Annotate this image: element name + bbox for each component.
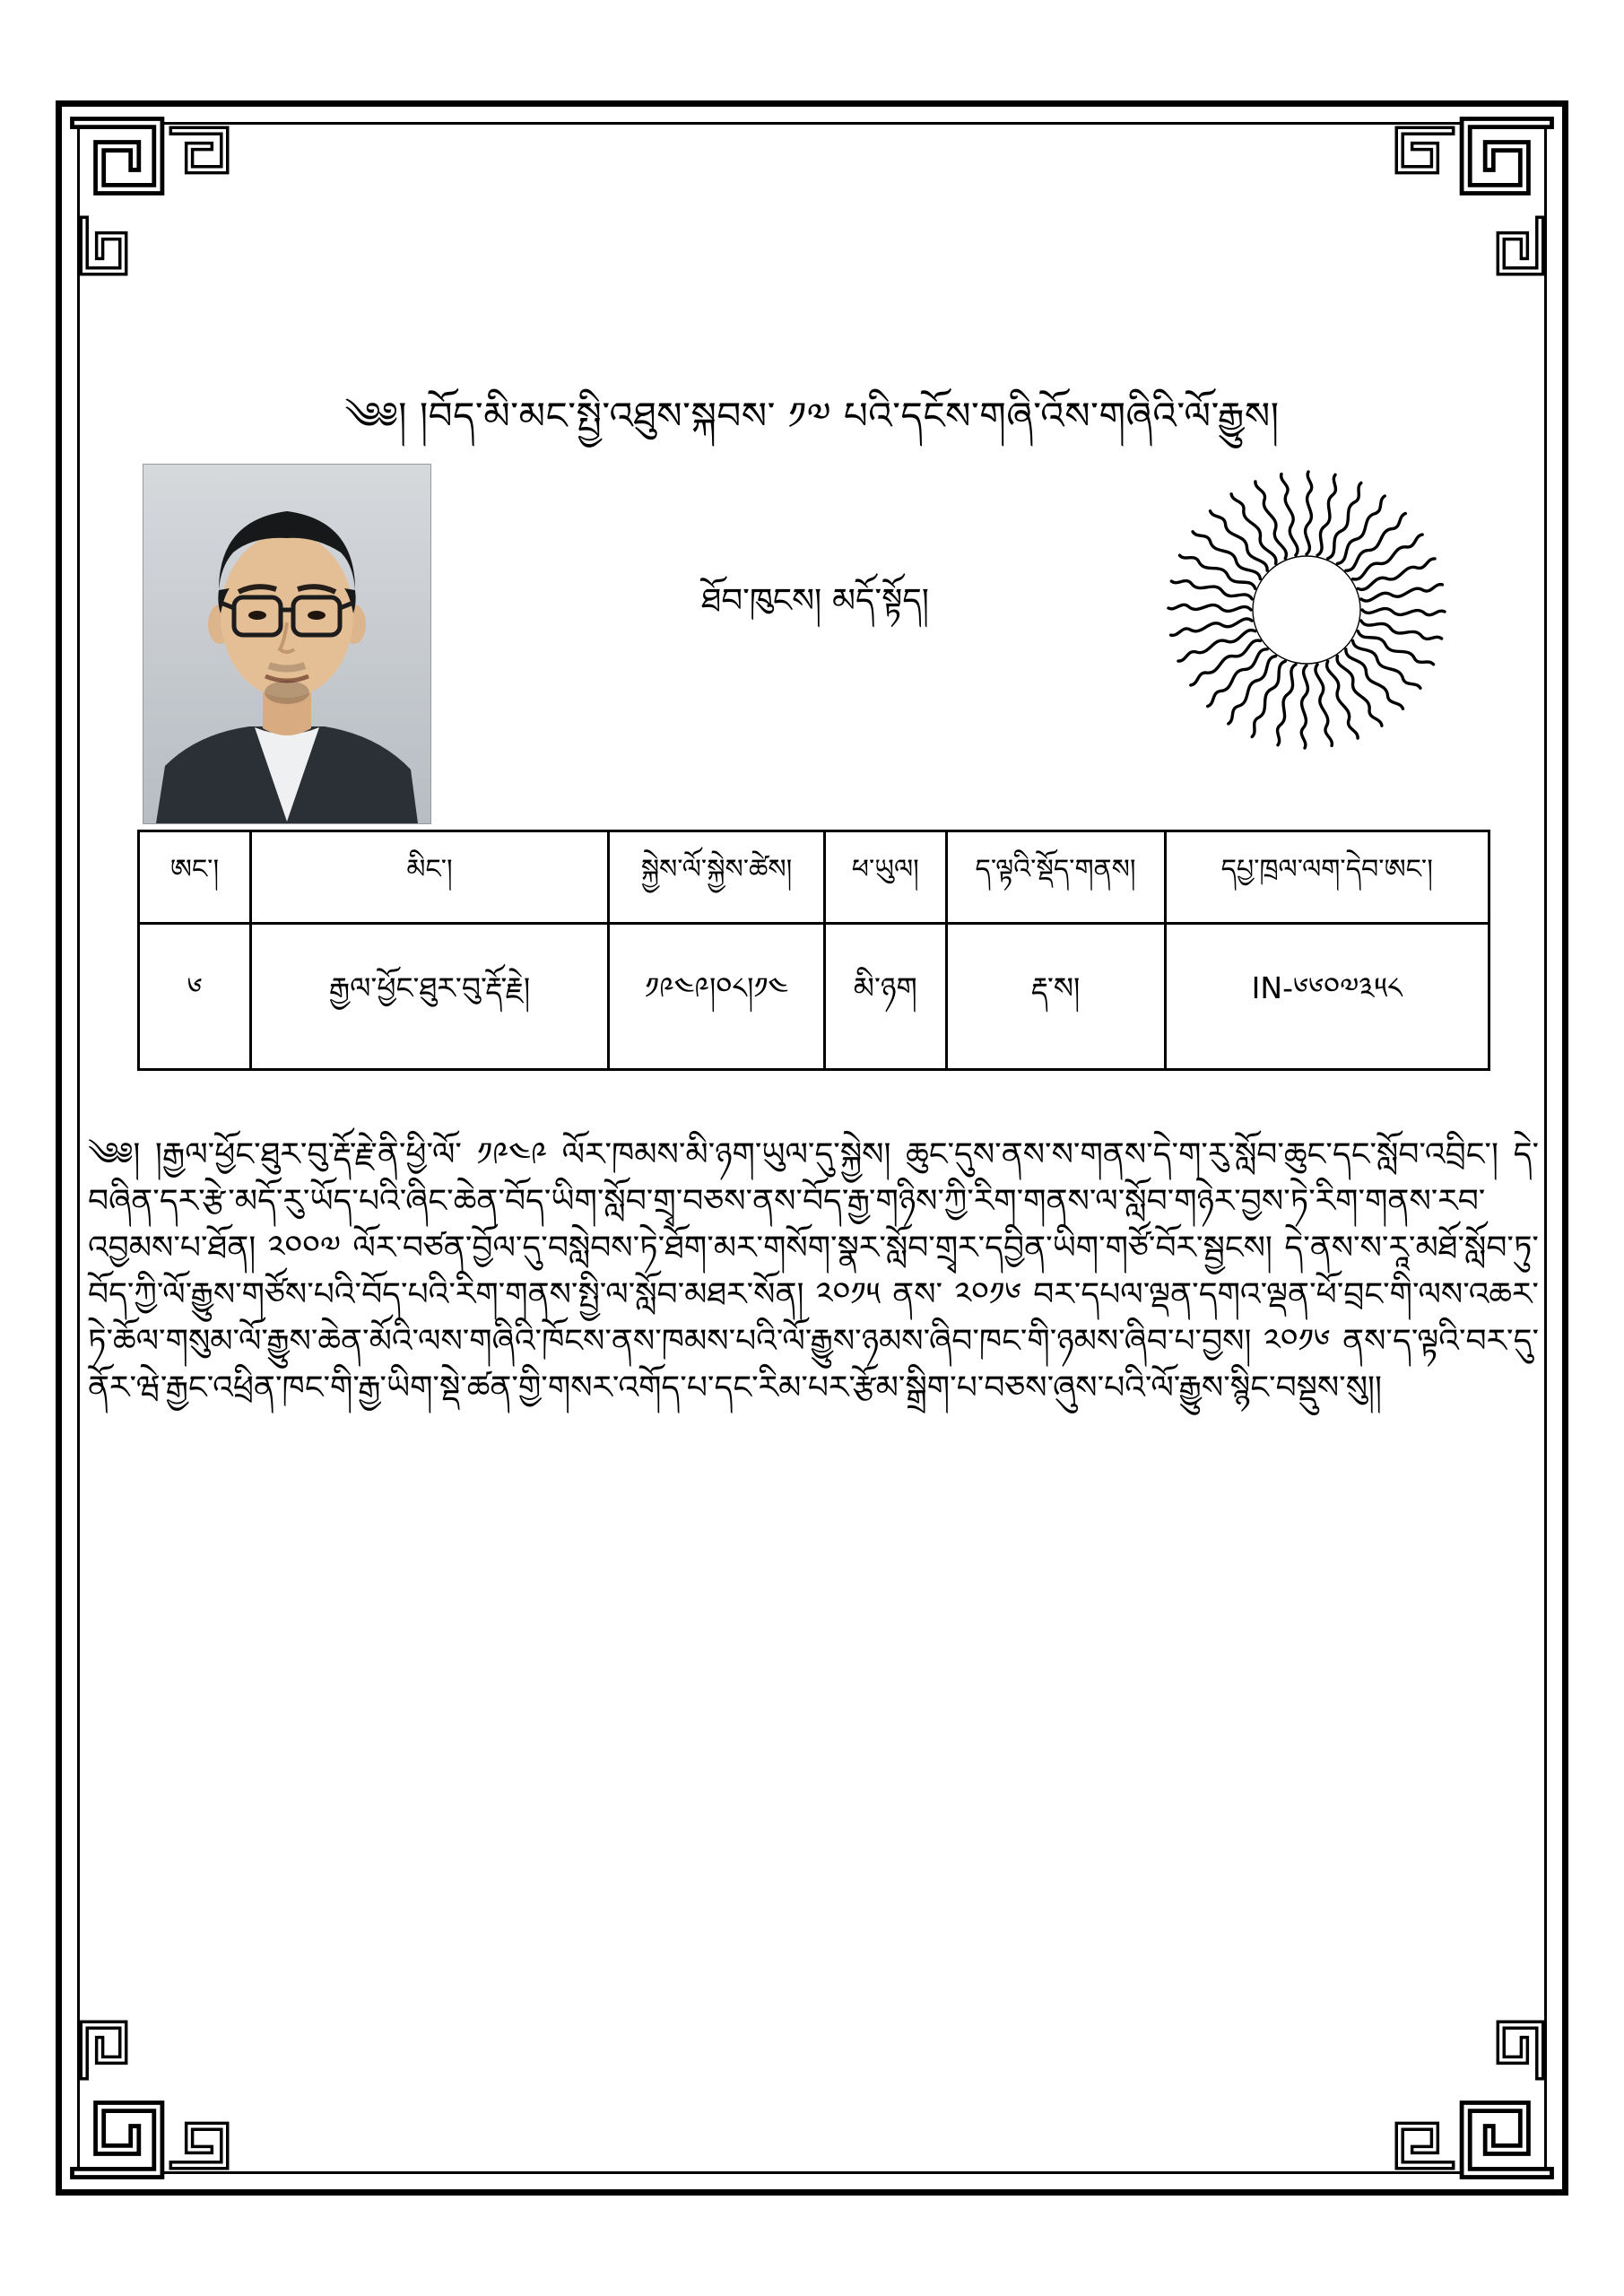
cell-homeland: མི་ཉག (825, 924, 947, 1070)
fretwork-corner-ornament-top-right (1380, 111, 1559, 291)
header-green-book-no: དཔྱ་ཁྲལ་ལག་དེབ་ཨང་། (1165, 831, 1489, 924)
table-row (139, 924, 1489, 1070)
fretwork-corner-ornament-bottom-left (65, 2005, 244, 2185)
header-name: མིང་། (250, 831, 608, 924)
candidate-photo (143, 465, 430, 823)
table-header-row (139, 831, 1489, 924)
cell-birth-date: ༡༩༤༩།༠༨།༡༤ (609, 924, 825, 1070)
sun-rays-seal (1163, 466, 1450, 753)
page-title: ༄༅། །བོད་མི་མང་སྤྱི་འཐུས་སྐབས་ ༡༧ པའི་དངོས་གཞི་འོས་གཞིའི་ལོ་རྒྱུས། (344, 394, 1280, 438)
cell-residence: རྡ་ས། (946, 924, 1165, 1070)
header-homeland: ཕ་ཡུལ། (825, 831, 947, 924)
cell-name: རྒྱལ་ཕྱོང་ཐུར་བུ་རྡོ་རྗེ། (250, 924, 608, 1070)
candidate-info-table (137, 830, 1490, 1071)
fretwork-corner-ornament-top-left (65, 111, 244, 291)
header-birth-date: སྐྱེས་ལོ་སྐྱེས་ཚེས། (609, 831, 825, 924)
fretwork-corner-ornament-bottom-right (1380, 2005, 1559, 2185)
biography-text: ༄༅། །རྒྱལ་ཕྱོང་ཐུར་བུ་རྡོ་རྗེ་ནི་ཕྱི་ལོ་ ༡༩༤༩ ལོར་ཁམས་མི་ཉག་ཡུལ་དུ་སྐྱེས། ཆུང་དུས་ནས་ས་གནས་དེ་ག་རུ་སློབ་ཆུང་དང་སློབ་འབྲིང་། དེ་བཞིན་དར་རྩེ་མདོ་རུ་ཡོད་པའི་ཞིང་ཆེན་བོད་ཡིག་སློབ་གྲྭ་བཅས་ནས་བོད་རྒྱ་གཉིས་ཀྱི་རིག་གནས་ལ་སློབ་གཉེར་བྱས་ཏེ་རིག་གནས་རབ་འབྱམས་པ་ཐོན། ༢༠༠༧ ལོར་བཙན་བྱོལ་དུ་བསླེབས་ཏེ་ཐོག་མར་གསོག་སྣར་སློབ་གྲྭར་དབྱིན་ཡིག་གཙོ་བོར་སྦྱངས། དེ་ནས་ས་རཱ་མཐོ་སློབ་ཏུ་བོད་ཀྱི་ལོ་རྒྱུས་གཙོས་པའི་བོད་པའི་རིག་གནས་སྤྱི་ལ་སློབ་མཐར་སོན། ༢༠༡༥ ནས་ ༢༠༡༦ བར་དཔལ་ལྡན་དགའ་ལྡན་ཕོ་བྲང་གི་ལས་འཆར་ཏེ་ཆོལ་གསུམ་ལོ་རྒྱུས་ཆེན་མོའི་ལས་གཞིའི་ཁོངས་ནས་ཁམས་པའི་ལོ་རྒྱུས་ཉམས་ཞིབ་ཁང་གི་ཉམས་ཞིབ་པ་བྱས། ༢༠༡༦ ནས་ད་ལྟའི་བར་དུ་ནོར་ཝེ་རྒྱང་འཕྲིན་ཁང་གི་རྒྱ་ཡིག་སྡེ་ཚན་གྱི་གསར་འགོད་པ་དང་རིམ་པར་རྩོམ་སྒྲིག་པ་བཅས་ཞུས་པའི་ལོ་རྒྱུས་སྙིང་བསྡུས་སུ།། (88, 1136, 1539, 1406)
constituency-label: ཐོབ་ཁུངས། མདོ་སྟོད། (701, 581, 929, 620)
cell-number: ༦ (139, 924, 251, 1070)
cell-green-book-no: IN-༦༦༠༧༣༥༨ (1165, 924, 1489, 1070)
header-residence: ད་ལྟའི་སྡོད་གནས། (946, 831, 1165, 924)
header-number: ཨང་། (139, 831, 251, 924)
